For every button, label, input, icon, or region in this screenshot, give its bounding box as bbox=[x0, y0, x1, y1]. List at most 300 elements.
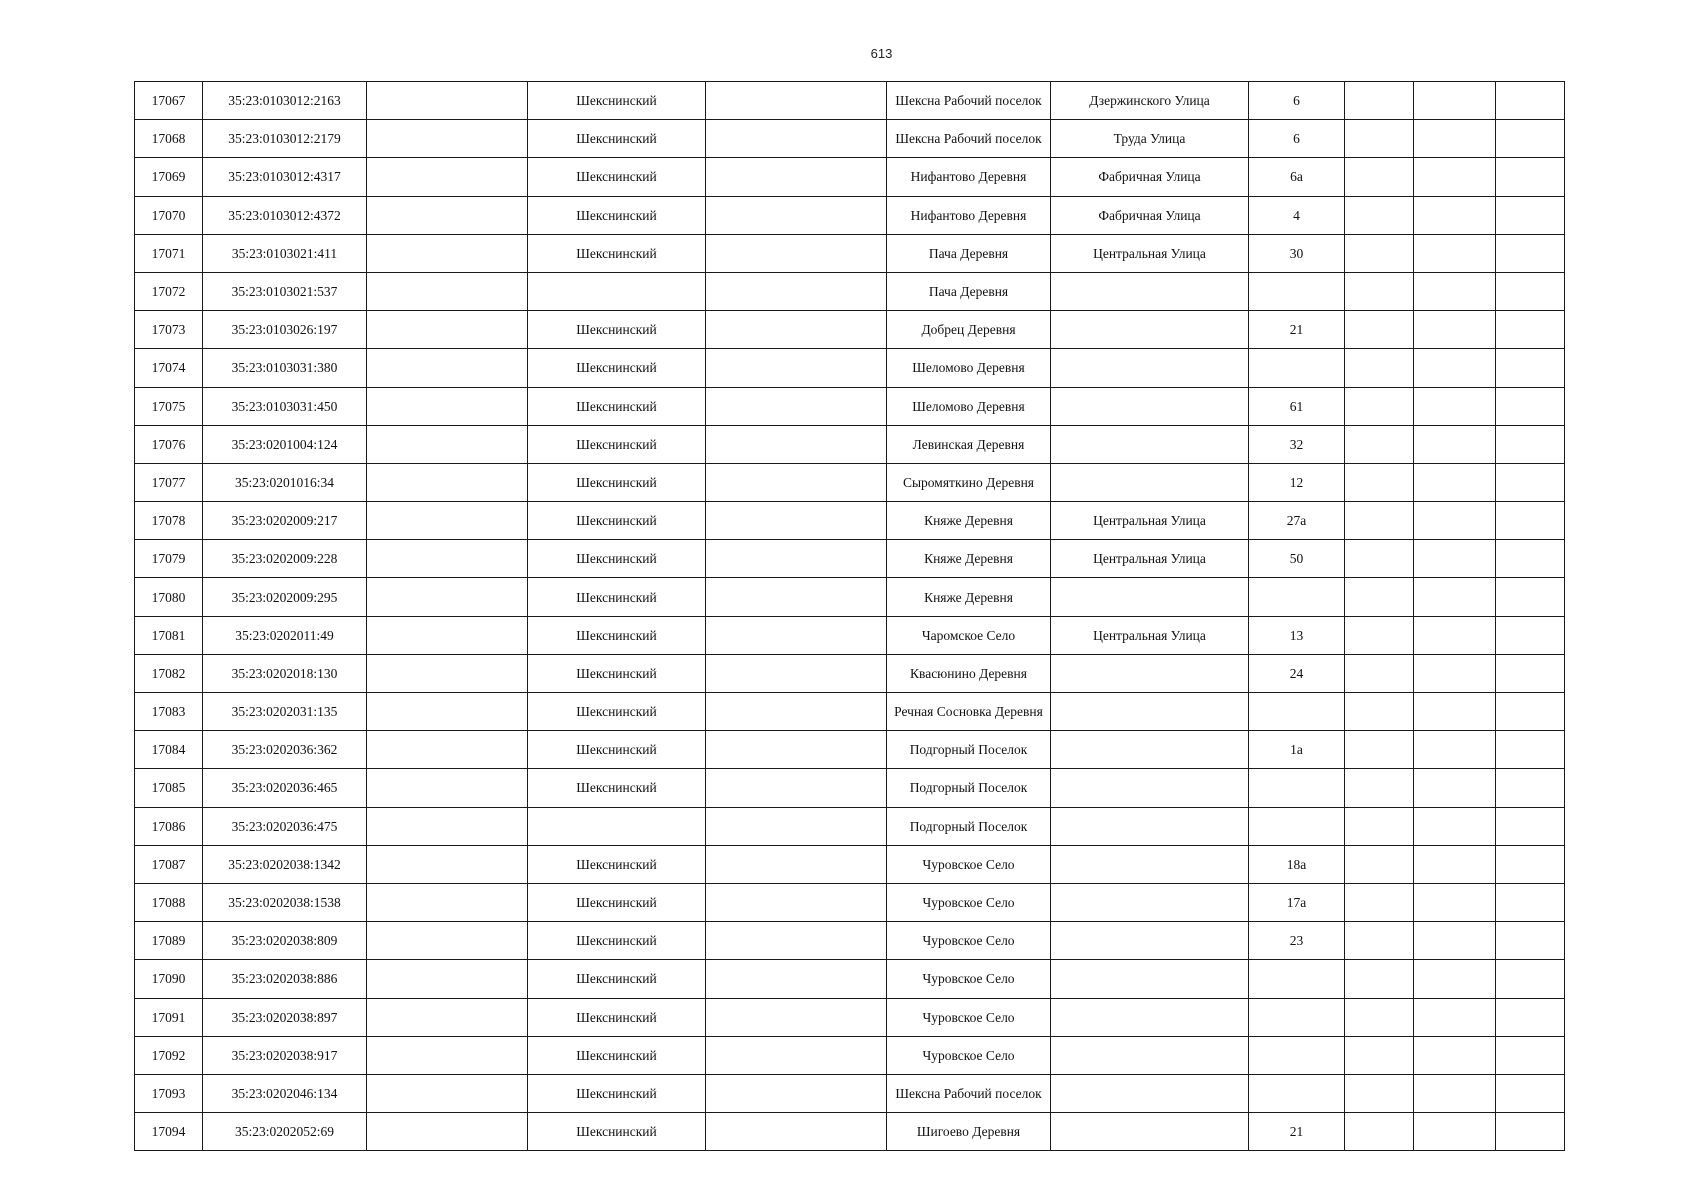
street-cell bbox=[1051, 693, 1249, 731]
row-number-cell: 17068 bbox=[135, 120, 203, 158]
locality-cell: Шексна Рабочий поселок bbox=[887, 120, 1051, 158]
district-cell: Шекснинский bbox=[528, 769, 706, 807]
cadastral-number-cell: 35:23:0202052:69 bbox=[203, 1113, 367, 1151]
street-cell bbox=[1051, 731, 1249, 769]
blank-cell bbox=[1414, 960, 1496, 998]
table-row bbox=[135, 922, 1565, 960]
locality-cell: Чуровское Село bbox=[887, 1036, 1051, 1074]
house-number-cell: 24 bbox=[1249, 654, 1345, 692]
blank-cell bbox=[367, 960, 528, 998]
blank-cell bbox=[367, 387, 528, 425]
street-cell: Фабричная Улица bbox=[1051, 158, 1249, 196]
blank-cell bbox=[706, 272, 887, 310]
cadastral-number-cell: 35:23:0202011:49 bbox=[203, 616, 367, 654]
blank-cell bbox=[1345, 922, 1414, 960]
blank-cell bbox=[1345, 387, 1414, 425]
blank-cell bbox=[1345, 693, 1414, 731]
house-number-cell: 1а bbox=[1249, 731, 1345, 769]
blank-cell bbox=[367, 998, 528, 1036]
district-cell: Шекснинский bbox=[528, 120, 706, 158]
blank-cell bbox=[706, 158, 887, 196]
street-cell bbox=[1051, 845, 1249, 883]
blank-cell bbox=[1345, 120, 1414, 158]
blank-cell bbox=[1496, 82, 1565, 120]
table-row bbox=[135, 234, 1565, 272]
blank-cell bbox=[1496, 425, 1565, 463]
blank-cell bbox=[1414, 196, 1496, 234]
row-number-cell: 17084 bbox=[135, 731, 203, 769]
blank-cell bbox=[1496, 1036, 1565, 1074]
blank-cell bbox=[706, 807, 887, 845]
table-row bbox=[135, 769, 1565, 807]
blank-cell bbox=[367, 1036, 528, 1074]
blank-cell bbox=[367, 883, 528, 921]
table-row bbox=[135, 540, 1565, 578]
cadastral-number-cell: 35:23:0202009:228 bbox=[203, 540, 367, 578]
locality-cell: Чаромское Село bbox=[887, 616, 1051, 654]
house-number-cell: 61 bbox=[1249, 387, 1345, 425]
blank-cell bbox=[1345, 616, 1414, 654]
locality-cell: Сыромяткино Деревня bbox=[887, 463, 1051, 501]
cadastral-number-cell: 35:23:0103012:4372 bbox=[203, 196, 367, 234]
table-row bbox=[135, 387, 1565, 425]
street-cell: Центральная Улица bbox=[1051, 234, 1249, 272]
house-number-cell bbox=[1249, 578, 1345, 616]
blank-cell bbox=[706, 425, 887, 463]
cadastral-number-cell: 35:23:0103012:2163 bbox=[203, 82, 367, 120]
house-number-cell bbox=[1249, 272, 1345, 310]
house-number-cell: 4 bbox=[1249, 196, 1345, 234]
locality-cell: Чуровское Село bbox=[887, 845, 1051, 883]
blank-cell bbox=[1345, 502, 1414, 540]
blank-cell bbox=[1345, 196, 1414, 234]
cadastral-number-cell: 35:23:0202009:217 bbox=[203, 502, 367, 540]
blank-cell bbox=[1414, 1113, 1496, 1151]
cadastral-number-cell: 35:23:0202036:465 bbox=[203, 769, 367, 807]
cadastral-number-cell: 35:23:0202038:809 bbox=[203, 922, 367, 960]
locality-cell: Левинская Деревня bbox=[887, 425, 1051, 463]
street-cell bbox=[1051, 1113, 1249, 1151]
street-cell bbox=[1051, 922, 1249, 960]
blank-cell bbox=[1414, 158, 1496, 196]
blank-cell bbox=[367, 922, 528, 960]
blank-cell bbox=[1345, 463, 1414, 501]
row-number-cell: 17087 bbox=[135, 845, 203, 883]
house-number-cell bbox=[1249, 1074, 1345, 1112]
blank-cell bbox=[1496, 578, 1565, 616]
district-cell: Шекснинский bbox=[528, 82, 706, 120]
table-row bbox=[135, 1113, 1565, 1151]
locality-cell: Нифантово Деревня bbox=[887, 158, 1051, 196]
house-number-cell: 12 bbox=[1249, 463, 1345, 501]
blank-cell bbox=[1414, 654, 1496, 692]
table-row bbox=[135, 807, 1565, 845]
district-cell: Шекснинский bbox=[528, 1036, 706, 1074]
blank-cell bbox=[706, 1036, 887, 1074]
blank-cell bbox=[1414, 578, 1496, 616]
blank-cell bbox=[367, 272, 528, 310]
blank-cell bbox=[1496, 196, 1565, 234]
row-number-cell: 17089 bbox=[135, 922, 203, 960]
blank-cell bbox=[1496, 616, 1565, 654]
locality-cell: Шексна Рабочий поселок bbox=[887, 1074, 1051, 1112]
house-number-cell: 21 bbox=[1249, 311, 1345, 349]
district-cell: Шекснинский bbox=[528, 463, 706, 501]
blank-cell bbox=[1345, 578, 1414, 616]
blank-cell bbox=[706, 234, 887, 272]
blank-cell bbox=[1496, 349, 1565, 387]
property-table bbox=[134, 81, 1565, 1151]
blank-cell bbox=[706, 693, 887, 731]
blank-cell bbox=[1496, 502, 1565, 540]
blank-cell bbox=[1414, 540, 1496, 578]
cadastral-number-cell: 35:23:0202038:1342 bbox=[203, 845, 367, 883]
blank-cell bbox=[367, 158, 528, 196]
blank-cell bbox=[706, 349, 887, 387]
locality-cell: Речная Сосновка Деревня bbox=[887, 693, 1051, 731]
cadastral-number-cell: 35:23:0103031:450 bbox=[203, 387, 367, 425]
street-cell bbox=[1051, 349, 1249, 387]
blank-cell bbox=[706, 998, 887, 1036]
blank-cell bbox=[1345, 883, 1414, 921]
blank-cell bbox=[1496, 387, 1565, 425]
cadastral-number-cell: 35:23:0103012:2179 bbox=[203, 120, 367, 158]
locality-cell: Пача Деревня bbox=[887, 234, 1051, 272]
blank-cell bbox=[1345, 158, 1414, 196]
blank-cell bbox=[1345, 960, 1414, 998]
blank-cell bbox=[1496, 234, 1565, 272]
cadastral-number-cell: 35:23:0202038:917 bbox=[203, 1036, 367, 1074]
row-number-cell: 17082 bbox=[135, 654, 203, 692]
row-number-cell: 17078 bbox=[135, 502, 203, 540]
blank-cell bbox=[367, 1074, 528, 1112]
blank-cell bbox=[367, 120, 528, 158]
blank-cell bbox=[1496, 845, 1565, 883]
blank-cell bbox=[1414, 349, 1496, 387]
blank-cell bbox=[1414, 883, 1496, 921]
blank-cell bbox=[706, 960, 887, 998]
table-row bbox=[135, 1074, 1565, 1112]
blank-cell bbox=[1345, 769, 1414, 807]
row-number-cell: 17086 bbox=[135, 807, 203, 845]
blank-cell bbox=[1496, 463, 1565, 501]
blank-cell bbox=[706, 311, 887, 349]
locality-cell: Шеломово Деревня bbox=[887, 349, 1051, 387]
house-number-cell: 13 bbox=[1249, 616, 1345, 654]
cadastral-number-cell: 35:23:0103012:4317 bbox=[203, 158, 367, 196]
blank-cell bbox=[1496, 158, 1565, 196]
locality-cell: Подгорный Поселок bbox=[887, 769, 1051, 807]
blank-cell bbox=[1496, 540, 1565, 578]
row-number-cell: 17076 bbox=[135, 425, 203, 463]
house-number-cell: 50 bbox=[1249, 540, 1345, 578]
blank-cell bbox=[1496, 1074, 1565, 1112]
blank-cell bbox=[1414, 1036, 1496, 1074]
street-cell: Центральная Улица bbox=[1051, 616, 1249, 654]
cadastral-number-cell: 35:23:0103021:411 bbox=[203, 234, 367, 272]
locality-cell: Пача Деревня bbox=[887, 272, 1051, 310]
district-cell: Шекснинский bbox=[528, 349, 706, 387]
district-cell: Шекснинский bbox=[528, 883, 706, 921]
locality-cell: Чуровское Село bbox=[887, 998, 1051, 1036]
blank-cell bbox=[1496, 998, 1565, 1036]
locality-cell: Княже Деревня bbox=[887, 502, 1051, 540]
blank-cell bbox=[1345, 540, 1414, 578]
locality-cell: Добрец Деревня bbox=[887, 311, 1051, 349]
table-row bbox=[135, 349, 1565, 387]
blank-cell bbox=[367, 425, 528, 463]
blank-cell bbox=[706, 1074, 887, 1112]
locality-cell: Шексна Рабочий поселок bbox=[887, 82, 1051, 120]
row-number-cell: 17083 bbox=[135, 693, 203, 731]
row-number-cell: 17071 bbox=[135, 234, 203, 272]
street-cell bbox=[1051, 807, 1249, 845]
house-number-cell: 6 bbox=[1249, 120, 1345, 158]
blank-cell bbox=[1345, 234, 1414, 272]
street-cell bbox=[1051, 272, 1249, 310]
blank-cell bbox=[1496, 769, 1565, 807]
blank-cell bbox=[1345, 1074, 1414, 1112]
locality-cell: Княже Деревня bbox=[887, 578, 1051, 616]
district-cell: Шекснинский bbox=[528, 540, 706, 578]
district-cell bbox=[528, 272, 706, 310]
blank-cell bbox=[1414, 387, 1496, 425]
blank-cell bbox=[1414, 616, 1496, 654]
locality-cell: Княже Деревня bbox=[887, 540, 1051, 578]
blank-cell bbox=[1414, 807, 1496, 845]
cadastral-number-cell: 35:23:0202038:886 bbox=[203, 960, 367, 998]
table-row bbox=[135, 960, 1565, 998]
blank-cell bbox=[1496, 883, 1565, 921]
table-row bbox=[135, 311, 1565, 349]
blank-cell bbox=[1345, 731, 1414, 769]
blank-cell bbox=[706, 731, 887, 769]
blank-cell bbox=[367, 463, 528, 501]
table-row bbox=[135, 82, 1565, 120]
district-cell: Шекснинский bbox=[528, 1074, 706, 1112]
locality-cell: Подгорный Поселок bbox=[887, 807, 1051, 845]
blank-cell bbox=[1496, 960, 1565, 998]
row-number-cell: 17067 bbox=[135, 82, 203, 120]
blank-cell bbox=[1414, 82, 1496, 120]
blank-cell bbox=[1414, 425, 1496, 463]
locality-cell: Шеломово Деревня bbox=[887, 387, 1051, 425]
blank-cell bbox=[706, 654, 887, 692]
district-cell: Шекснинский bbox=[528, 654, 706, 692]
row-number-cell: 17075 bbox=[135, 387, 203, 425]
blank-cell bbox=[367, 196, 528, 234]
house-number-cell: 23 bbox=[1249, 922, 1345, 960]
blank-cell bbox=[1496, 654, 1565, 692]
table-row bbox=[135, 998, 1565, 1036]
house-number-cell: 6а bbox=[1249, 158, 1345, 196]
house-number-cell: 17а bbox=[1249, 883, 1345, 921]
blank-cell bbox=[706, 845, 887, 883]
blank-cell bbox=[367, 1113, 528, 1151]
blank-cell bbox=[706, 120, 887, 158]
row-number-cell: 17077 bbox=[135, 463, 203, 501]
blank-cell bbox=[367, 654, 528, 692]
house-number-cell bbox=[1249, 349, 1345, 387]
blank-cell bbox=[1345, 654, 1414, 692]
blank-cell bbox=[367, 311, 528, 349]
locality-cell: Шигоево Деревня bbox=[887, 1113, 1051, 1151]
blank-cell bbox=[1414, 922, 1496, 960]
house-number-cell bbox=[1249, 807, 1345, 845]
street-cell bbox=[1051, 425, 1249, 463]
page-number: 613 bbox=[870, 46, 893, 61]
blank-cell bbox=[1414, 234, 1496, 272]
blank-cell bbox=[1345, 425, 1414, 463]
house-number-cell: 6 bbox=[1249, 82, 1345, 120]
blank-cell bbox=[367, 82, 528, 120]
house-number-cell bbox=[1249, 693, 1345, 731]
row-number-cell: 17088 bbox=[135, 883, 203, 921]
table-row bbox=[135, 196, 1565, 234]
row-number-cell: 17079 bbox=[135, 540, 203, 578]
blank-cell bbox=[367, 234, 528, 272]
blank-cell bbox=[1496, 731, 1565, 769]
row-number-cell: 17069 bbox=[135, 158, 203, 196]
blank-cell bbox=[1414, 272, 1496, 310]
blank-cell bbox=[367, 845, 528, 883]
table-row bbox=[135, 1036, 1565, 1074]
blank-cell bbox=[1496, 1113, 1565, 1151]
blank-cell bbox=[367, 578, 528, 616]
district-cell: Шекснинский bbox=[528, 922, 706, 960]
blank-cell bbox=[1414, 502, 1496, 540]
blank-cell bbox=[1345, 1113, 1414, 1151]
cadastral-number-cell: 35:23:0202018:130 bbox=[203, 654, 367, 692]
cadastral-number-cell: 35:23:0103026:197 bbox=[203, 311, 367, 349]
row-number-cell: 17085 bbox=[135, 769, 203, 807]
street-cell bbox=[1051, 1036, 1249, 1074]
row-number-cell: 17091 bbox=[135, 998, 203, 1036]
street-cell: Фабричная Улица bbox=[1051, 196, 1249, 234]
house-number-cell bbox=[1249, 998, 1345, 1036]
row-number-cell: 17093 bbox=[135, 1074, 203, 1112]
table-row bbox=[135, 425, 1565, 463]
cadastral-number-cell: 35:23:0202009:295 bbox=[203, 578, 367, 616]
blank-cell bbox=[706, 883, 887, 921]
blank-cell bbox=[1414, 120, 1496, 158]
district-cell bbox=[528, 807, 706, 845]
blank-cell bbox=[1345, 1036, 1414, 1074]
district-cell: Шекснинский bbox=[528, 1113, 706, 1151]
blank-cell bbox=[1345, 845, 1414, 883]
street-cell bbox=[1051, 960, 1249, 998]
blank-cell bbox=[706, 82, 887, 120]
blank-cell bbox=[706, 578, 887, 616]
locality-cell: Подгорный Поселок bbox=[887, 731, 1051, 769]
street-cell bbox=[1051, 578, 1249, 616]
table-row bbox=[135, 463, 1565, 501]
locality-cell: Чуровское Село bbox=[887, 922, 1051, 960]
blank-cell bbox=[1496, 311, 1565, 349]
cadastral-number-cell: 35:23:0202036:362 bbox=[203, 731, 367, 769]
table-row bbox=[135, 120, 1565, 158]
district-cell: Шекснинский bbox=[528, 234, 706, 272]
locality-cell: Чуровское Село bbox=[887, 883, 1051, 921]
district-cell: Шекснинский bbox=[528, 425, 706, 463]
row-number-cell: 17081 bbox=[135, 616, 203, 654]
blank-cell bbox=[1414, 845, 1496, 883]
district-cell: Шекснинский bbox=[528, 502, 706, 540]
row-number-cell: 17090 bbox=[135, 960, 203, 998]
district-cell: Шекснинский bbox=[528, 616, 706, 654]
blank-cell bbox=[1496, 807, 1565, 845]
blank-cell bbox=[367, 616, 528, 654]
street-cell bbox=[1051, 654, 1249, 692]
cadastral-number-cell: 35:23:0201004:124 bbox=[203, 425, 367, 463]
street-cell bbox=[1051, 883, 1249, 921]
table-row bbox=[135, 272, 1565, 310]
blank-cell bbox=[1414, 463, 1496, 501]
house-number-cell: 18а bbox=[1249, 845, 1345, 883]
street-cell: Центральная Улица bbox=[1051, 540, 1249, 578]
cadastral-number-cell: 35:23:0202038:1538 bbox=[203, 883, 367, 921]
blank-cell bbox=[1414, 998, 1496, 1036]
table-row bbox=[135, 731, 1565, 769]
row-number-cell: 17072 bbox=[135, 272, 203, 310]
blank-cell bbox=[1345, 272, 1414, 310]
blank-cell bbox=[1345, 807, 1414, 845]
district-cell: Шекснинский bbox=[528, 578, 706, 616]
house-number-cell: 27а bbox=[1249, 502, 1345, 540]
street-cell bbox=[1051, 463, 1249, 501]
district-cell: Шекснинский bbox=[528, 960, 706, 998]
table-row bbox=[135, 693, 1565, 731]
blank-cell bbox=[367, 540, 528, 578]
district-cell: Шекснинский bbox=[528, 845, 706, 883]
table-body bbox=[135, 82, 1565, 1151]
street-cell bbox=[1051, 387, 1249, 425]
row-number-cell: 17074 bbox=[135, 349, 203, 387]
row-number-cell: 17094 bbox=[135, 1113, 203, 1151]
blank-cell bbox=[1496, 693, 1565, 731]
blank-cell bbox=[1496, 272, 1565, 310]
blank-cell bbox=[706, 463, 887, 501]
blank-cell bbox=[367, 731, 528, 769]
blank-cell bbox=[1345, 311, 1414, 349]
cadastral-number-cell: 35:23:0202031:135 bbox=[203, 693, 367, 731]
blank-cell bbox=[1496, 922, 1565, 960]
cadastral-number-cell: 35:23:0201016:34 bbox=[203, 463, 367, 501]
locality-cell: Чуровское Село bbox=[887, 960, 1051, 998]
cadastral-number-cell: 35:23:0103031:380 bbox=[203, 349, 367, 387]
house-number-cell bbox=[1249, 960, 1345, 998]
table-row bbox=[135, 502, 1565, 540]
street-cell bbox=[1051, 1074, 1249, 1112]
cadastral-number-cell: 35:23:0202046:134 bbox=[203, 1074, 367, 1112]
blank-cell bbox=[706, 502, 887, 540]
blank-cell bbox=[1414, 769, 1496, 807]
blank-cell bbox=[706, 540, 887, 578]
house-number-cell: 30 bbox=[1249, 234, 1345, 272]
blank-cell bbox=[367, 769, 528, 807]
district-cell: Шекснинский bbox=[528, 196, 706, 234]
street-cell bbox=[1051, 769, 1249, 807]
blank-cell bbox=[1345, 998, 1414, 1036]
row-number-cell: 17073 bbox=[135, 311, 203, 349]
blank-cell bbox=[367, 349, 528, 387]
locality-cell: Квасюнино Деревня bbox=[887, 654, 1051, 692]
table-row bbox=[135, 654, 1565, 692]
table-row bbox=[135, 883, 1565, 921]
blank-cell bbox=[367, 807, 528, 845]
cadastral-number-cell: 35:23:0202036:475 bbox=[203, 807, 367, 845]
blank-cell bbox=[706, 922, 887, 960]
